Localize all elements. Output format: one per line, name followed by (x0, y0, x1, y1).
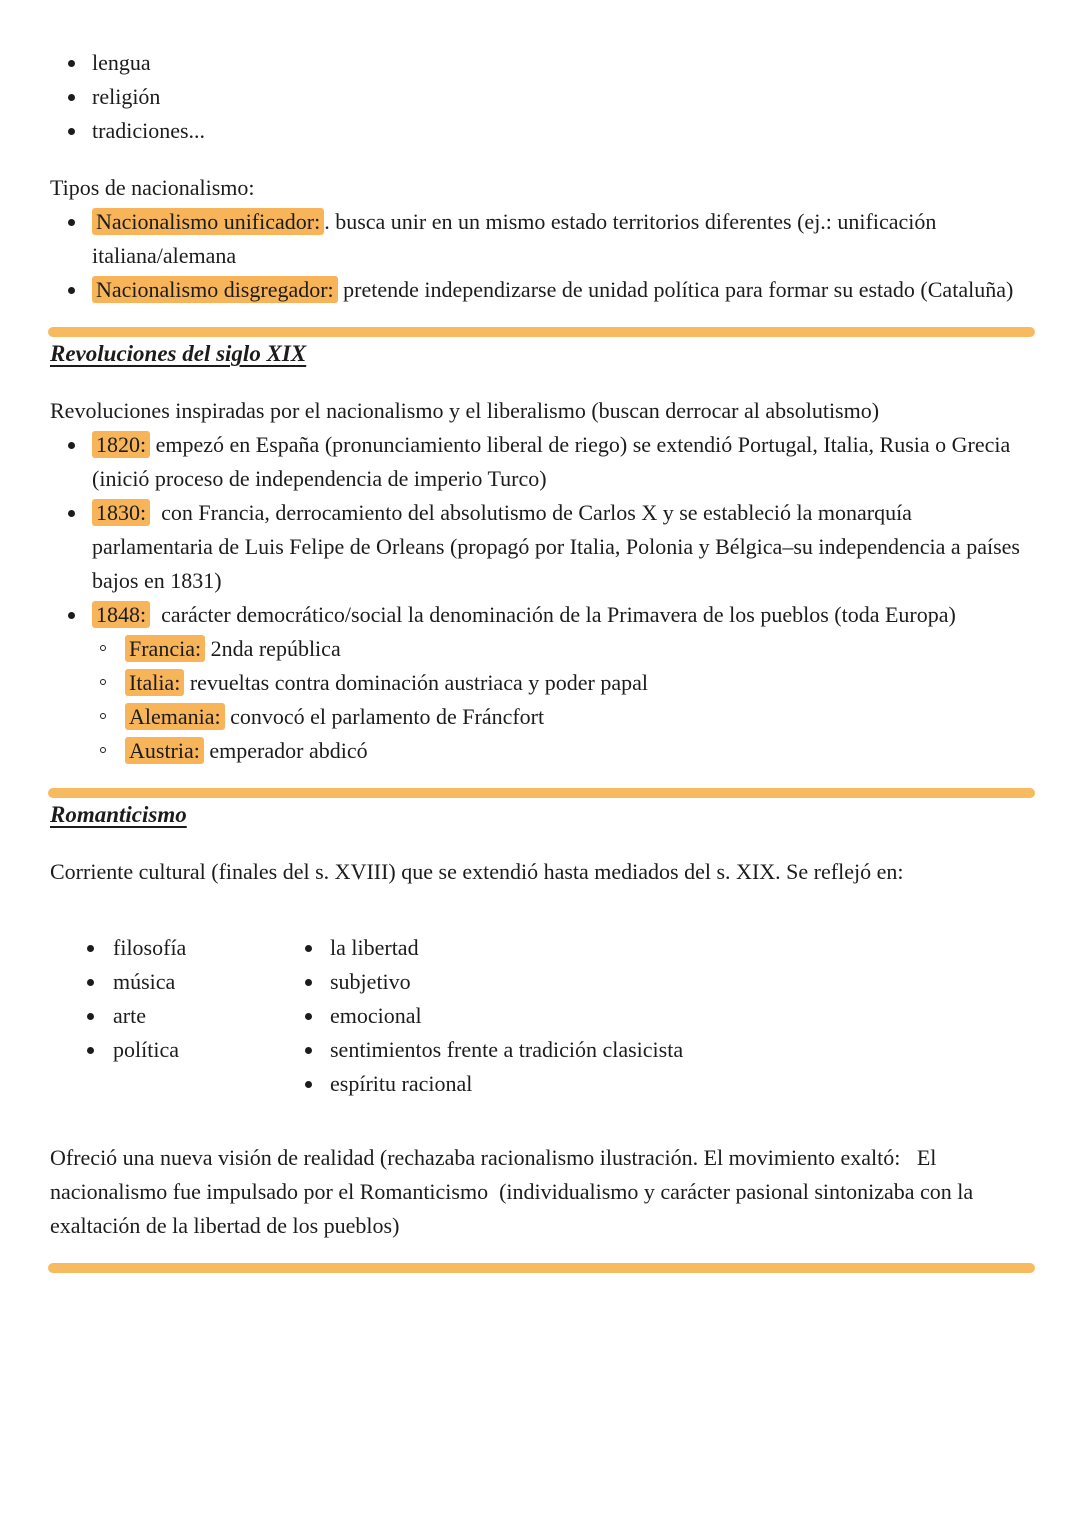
bullet-icon (68, 612, 75, 619)
list-item-text: lengua (92, 50, 151, 75)
highlighted-year: 1820: (92, 431, 150, 458)
list-item (305, 999, 1032, 1033)
romanticismo-intro: Corriente cultural (finales del s. XVIII) que se extendió hasta mediados del s. XIX. Se reflejó en: (50, 859, 904, 884)
list-item-body: emperador abdicó (203, 738, 368, 763)
bullet-icon (68, 442, 75, 449)
revoluciones-sublist (92, 632, 1032, 768)
list-item (50, 598, 1032, 768)
list-item-text: música (113, 969, 176, 994)
list-item (50, 931, 305, 965)
list-item-text (125, 737, 368, 764)
romanticismo-fields-list (50, 931, 305, 1101)
bullet-icon (305, 945, 312, 952)
bullet-icon (87, 945, 94, 952)
list-item-text: tradiciones... (92, 118, 206, 143)
list-item-body: 2nda república (205, 636, 341, 661)
list-item-text: emocional (330, 1003, 422, 1028)
list-item-text: sentimientos frente a tradición clasicista (330, 1037, 684, 1062)
list-item-text (92, 208, 942, 268)
list-item (50, 273, 1032, 307)
list-item (305, 1033, 1032, 1067)
highlighted-year: 1830: (92, 499, 150, 526)
section-title-revoluciones: Revoluciones del siglo XIX (50, 341, 307, 366)
highlighted-country: Francia: (125, 635, 205, 662)
bullet-icon (68, 510, 75, 517)
list-item (92, 666, 1032, 700)
circle-bullet-icon (100, 679, 106, 685)
list-item (50, 1033, 305, 1067)
bullet-icon (68, 287, 75, 294)
list-item-text (125, 635, 341, 662)
romanticismo-values-list (305, 931, 1032, 1101)
bullet-icon (68, 60, 75, 67)
list-item (50, 205, 1032, 273)
list-item (50, 80, 1032, 114)
list-item-body: convocó el parlamento de Fráncfort (224, 704, 545, 729)
nation-traits-list (50, 46, 1032, 148)
bullet-icon (68, 219, 75, 226)
bullet-icon (305, 1081, 312, 1088)
highlighted-term: Nacionalismo disgregador: (92, 276, 338, 303)
tipos-list (50, 205, 1032, 307)
bullet-icon (68, 128, 75, 135)
bullet-icon (87, 1013, 94, 1020)
list-item-text: religión (92, 84, 161, 109)
circle-bullet-icon (100, 747, 106, 753)
bullet-icon (68, 94, 75, 101)
list-item-body: con Francia, derrocamiento del absolutismo de Carlos X y se estableció la monarquía parlamentaria de Luis Felipe de Orleans (propagó por Italia, Polonia y Bélgica–su independencia a países bajos en 1831) (92, 500, 1026, 593)
list-item (50, 114, 1032, 148)
list-item (305, 931, 1032, 965)
highlighted-year: 1848: (92, 601, 150, 628)
section-title-romanticismo: Romanticismo (50, 802, 187, 827)
list-item-text: arte (113, 1003, 146, 1028)
list-item (92, 700, 1032, 734)
list-item-text: espíritu racional (330, 1071, 473, 1096)
section-divider (48, 1263, 1035, 1273)
list-item-body: carácter democrático/social la denominación de la Primavera de los pueblos (toda Europa) (150, 602, 956, 627)
highlighted-country: Italia: (125, 669, 184, 696)
list-item (92, 632, 1032, 666)
bullet-icon (305, 979, 312, 986)
list-item-body: . busca unir en un mismo estado territorios diferentes (ej.: unificación italiana/alemana (92, 209, 942, 268)
list-item-text (92, 431, 1016, 491)
list-item (50, 46, 1032, 80)
list-item (50, 428, 1032, 496)
list-item-text: política (113, 1037, 179, 1062)
list-item-text (92, 276, 1013, 303)
highlighted-country: Austria: (125, 737, 204, 764)
bullet-icon (87, 1047, 94, 1054)
section-divider (48, 327, 1035, 337)
list-item (92, 734, 1032, 768)
circle-bullet-icon (100, 713, 106, 719)
highlighted-term: Nacionalismo unificador: (92, 208, 324, 235)
tipos-heading: Tipos de nacionalismo: (50, 175, 255, 200)
highlighted-country: Alemania: (125, 703, 225, 730)
romanticismo-closing: Ofreció una nueva visión de realidad (rechazaba racionalismo ilustración. El movimiento exaltó: El nacionalismo fue impulsado por el Romanticismo (individualismo y carácter pasional sintonizaba con la exaltación de la libertad de los pueblos) (50, 1145, 979, 1238)
list-item-text (92, 601, 956, 628)
revoluciones-intro: Revoluciones inspiradas por el nacionalismo y el liberalismo (buscan derrocar al absolutismo) (50, 398, 880, 423)
list-item-body: pretende independizarse de unidad política para formar su estado (Cataluña) (337, 277, 1014, 302)
list-item (305, 965, 1032, 999)
romanticismo-columns (50, 931, 1032, 1101)
list-item-body: empezó en España (pronunciamiento liberal de riego) se extendió Portugal, Italia, Rusia o Grecia (inició proceso de independencia de imperio Turco) (92, 432, 1016, 491)
list-item-text: subjetivo (330, 969, 411, 994)
list-item (50, 999, 305, 1033)
circle-bullet-icon (100, 645, 106, 651)
list-item-text: la libertad (330, 935, 419, 960)
list-item (50, 496, 1032, 598)
list-item-text (92, 499, 1025, 593)
list-item (305, 1067, 1032, 1101)
list-item-text (125, 669, 648, 696)
revoluciones-list (50, 428, 1032, 768)
section-divider (48, 788, 1035, 798)
list-item-body: revueltas contra dominación austriaca y poder papal (184, 670, 648, 695)
bullet-icon (305, 1047, 312, 1054)
list-item-text: filosofía (113, 935, 187, 960)
bullet-icon (87, 979, 94, 986)
bullet-icon (305, 1013, 312, 1020)
list-item-text (125, 703, 544, 730)
list-item (50, 965, 305, 999)
